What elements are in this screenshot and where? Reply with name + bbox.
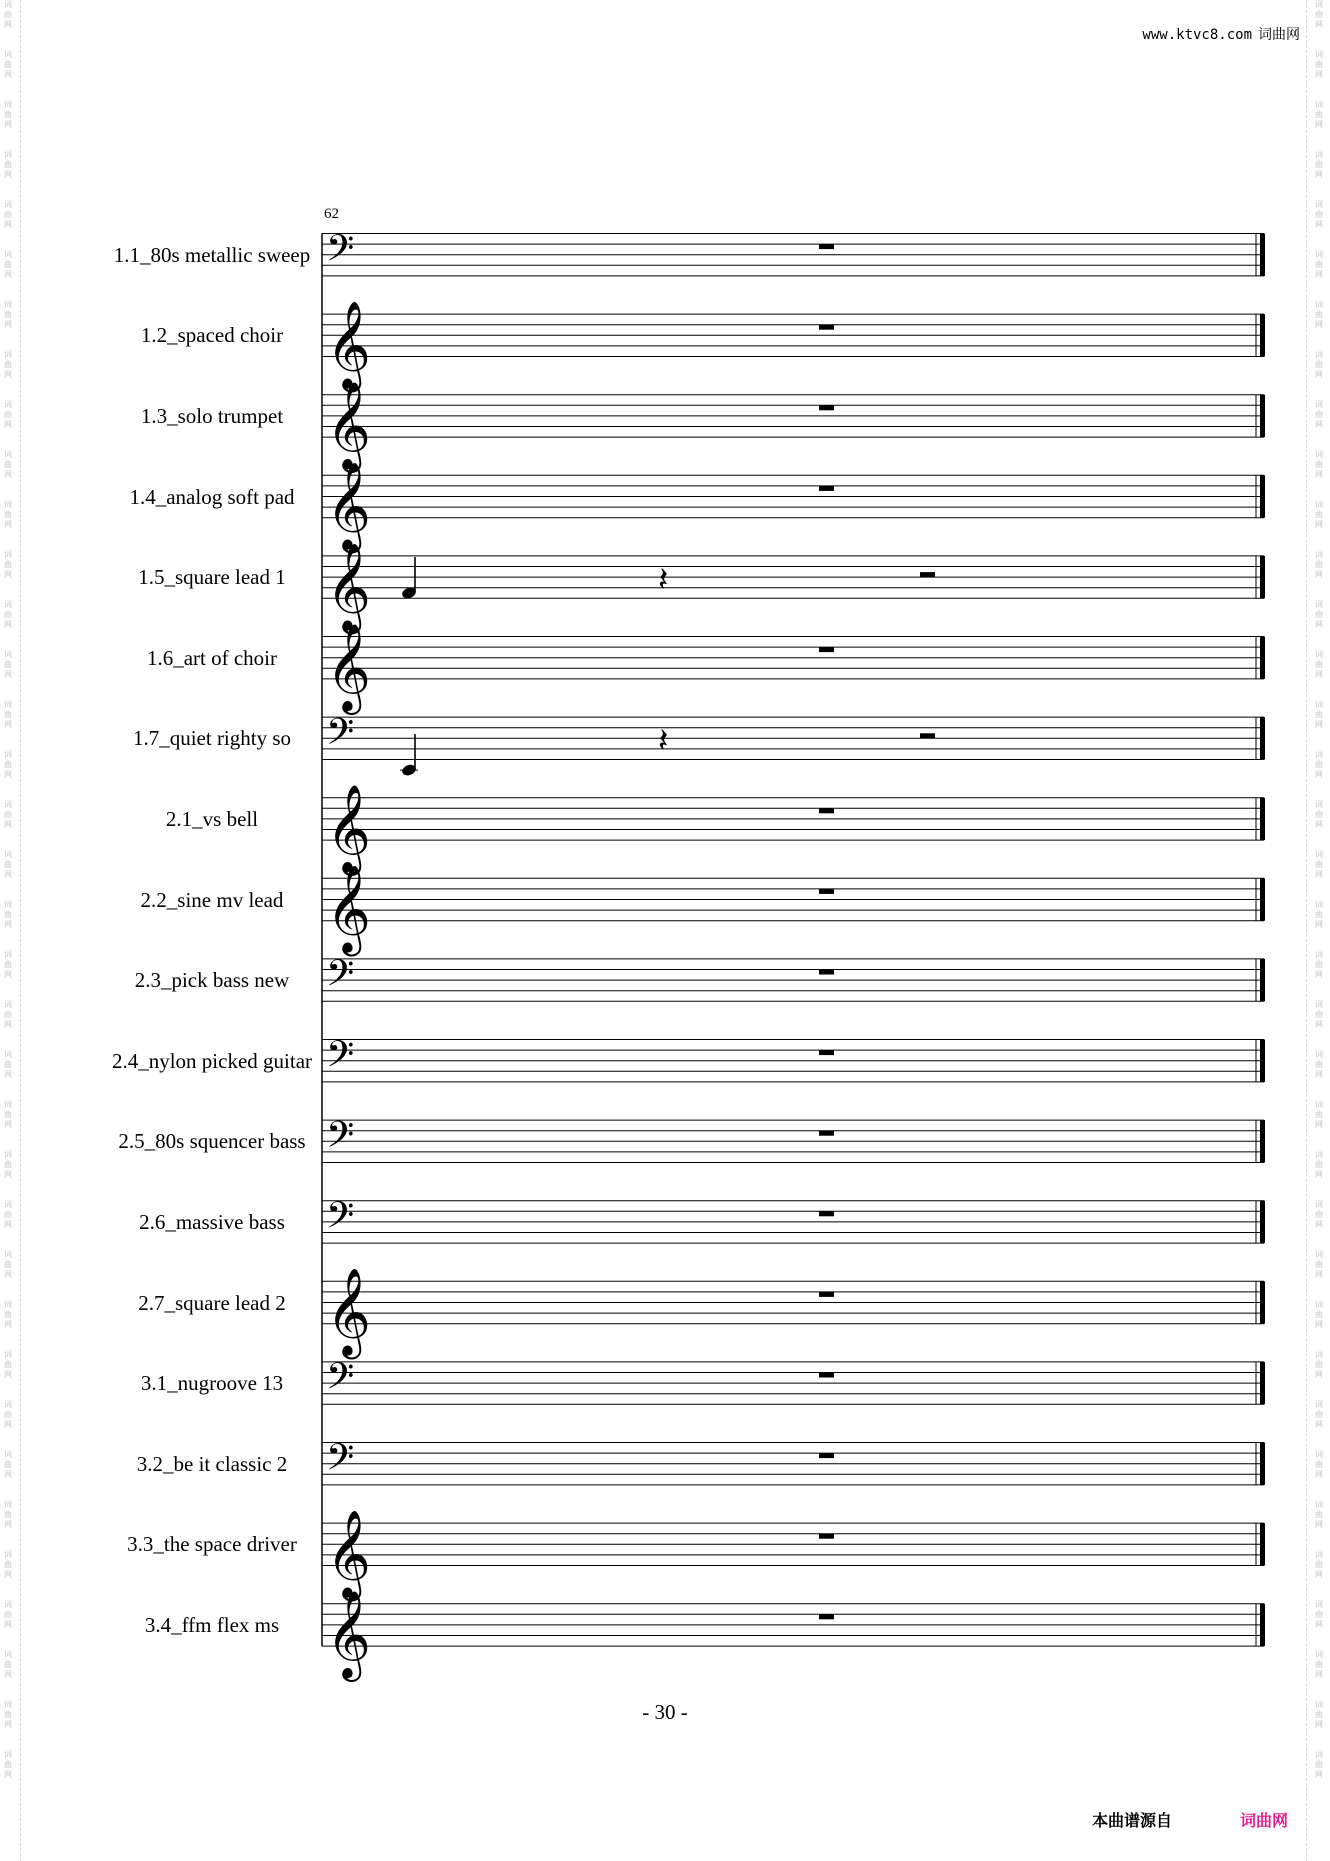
instrument-label: 1.3_solo trumpet: [140, 403, 284, 428]
staff-12: [322, 1114, 1265, 1165]
staff-18: [322, 1589, 1265, 1682]
final-barline-thick: [1260, 959, 1265, 1001]
whole-rest-icon: [819, 808, 834, 813]
site-url[interactable]: www.ktvc8.com: [1142, 27, 1252, 43]
final-barline-thick: [1260, 1362, 1265, 1404]
bass-clef-icon: 𝄢: [326, 1436, 355, 1488]
staff-14: [322, 1267, 1265, 1360]
final-barline-thick: [1260, 1040, 1265, 1082]
staff-6: [322, 622, 1265, 715]
final-barline-thick: [1260, 637, 1265, 679]
staff-3: [322, 380, 1265, 473]
whole-rest-icon: [819, 1292, 834, 1297]
final-barline-thick: [1260, 314, 1265, 356]
right-margin-watermark: 词 曲 网 词 曲 网 词 曲 网 词 曲 网 词 曲 网 词 曲 网 词 曲 网 词 曲 网 词 曲 网 词 曲 网 词 曲 网 词 曲 网 词 曲 网 词 曲 网 词 曲 网 词 曲 网 词 曲 网 词 曲 网 词 曲 网 词 曲 网 词 曲 网 词 曲 网 词 曲 网 词 曲 网 词 曲 网 词 曲 网 词 曲 网 词 曲 网 词 曲 网 词 曲 网 词 曲 网 词 曲 网 词 曲 网 词 曲 网 词 曲 网 词 曲 网: [1315, 0, 1323, 1779]
instrument-label: 2.2_sine mv lead: [140, 887, 284, 912]
final-barline-thick: [1260, 556, 1265, 598]
instrument-label: 2.3_pick bass new: [134, 968, 290, 993]
whole-rest-icon: [819, 1211, 834, 1216]
instrument-label: 3.3_the space driver: [127, 1532, 297, 1557]
bass-clef-icon: 𝄢: [326, 1033, 355, 1085]
instrument-label: 1.6_art of choir: [146, 645, 278, 670]
staff-9: [322, 864, 1265, 957]
footer-brand[interactable]: 词曲网: [1240, 1811, 1289, 1830]
staff-2: [322, 300, 1265, 393]
whole-rest-icon: [819, 405, 834, 410]
whole-rest-icon: [819, 1614, 834, 1619]
instrument-label: 2.1_vs bell: [165, 806, 259, 831]
treble-clef-icon: 𝄞: [326, 460, 371, 550]
whole-rest-icon: [819, 1453, 834, 1458]
final-barline-thick: [1260, 1443, 1265, 1485]
bass-clef-icon: 𝄢: [326, 1194, 355, 1246]
instrument-label: 1.1_80s metallic sweep: [113, 242, 311, 267]
whole-rest-icon: [819, 1534, 834, 1539]
staff-7: [322, 711, 1265, 777]
final-barline-thick: [1260, 798, 1265, 840]
half-rest-icon: [920, 572, 935, 577]
instrument-label: 3.2_be it classic 2: [136, 1451, 288, 1476]
treble-clef-icon: 𝄞: [326, 299, 371, 389]
whole-rest-icon: [819, 970, 834, 975]
final-barline-thick: [1260, 1281, 1265, 1323]
bass-clef-icon: 𝄢: [326, 1355, 355, 1407]
final-barline-thick: [1260, 234, 1265, 276]
treble-clef-icon: 𝄞: [326, 541, 371, 631]
staff-15: [322, 1356, 1265, 1407]
treble-clef-icon: 𝄞: [326, 863, 371, 953]
bass-clef-icon: 𝄢: [326, 227, 355, 279]
whole-rest-icon: [819, 1050, 834, 1055]
staff-17: [322, 1509, 1265, 1602]
measure-number: 62: [324, 206, 339, 222]
instrument-label: 2.4_nylon picked guitar: [111, 1048, 313, 1073]
whole-rest-icon: [819, 325, 834, 330]
left-margin-watermark: 词 曲 网 词 曲 网 词 曲 网 词 曲 网 词 曲 网 词 曲 网 词 曲 网 词 曲 网 词 曲 网 词 曲 网 词 曲 网 词 曲 网 词 曲 网 词 曲 网 词 曲 网 词 曲 网 词 曲 网 词 曲 网 词 曲 网 词 曲 网 词 曲 网 词 曲 网 词 曲 网 词 曲 网 词 曲 网 词 曲 网 词 曲 网 词 曲 网 词 曲 网 词 曲 网 词 曲 网 词 曲 网 词 曲 网 词 曲 网 词 曲 网 词 曲 网: [4, 0, 12, 1779]
treble-clef-icon: 𝄞: [326, 621, 371, 711]
staff-4: [322, 461, 1265, 554]
treble-clef-icon: 𝄞: [326, 1508, 371, 1598]
instrument-label: 2.6_massive bass: [139, 1209, 285, 1234]
whole-rest-icon: [819, 1131, 834, 1136]
instrument-label: 2.5_80s squencer bass: [118, 1129, 306, 1154]
final-barline-thick: [1260, 878, 1265, 920]
final-barline-thick: [1260, 395, 1265, 437]
treble-clef-icon: 𝄞: [326, 783, 371, 873]
staff-10: [322, 953, 1265, 1004]
instrument-label: 1.7_quiet righty so: [132, 726, 292, 751]
instrument-label: 3.1_nugroove 13: [140, 1371, 284, 1396]
final-barline-thick: [1260, 475, 1265, 517]
whole-rest-icon: [819, 1373, 834, 1378]
whole-rest-icon: [819, 486, 834, 491]
site-name-cn: 词曲网: [1258, 27, 1300, 43]
staff-5: [322, 541, 1265, 634]
treble-clef-icon: 𝄞: [326, 1589, 371, 1679]
treble-clef-icon: 𝄞: [326, 1266, 371, 1356]
instrument-label: 1.2_spaced choir: [140, 323, 284, 348]
staff-16: [322, 1436, 1265, 1487]
staff-8: [322, 783, 1265, 876]
staff-11: [322, 1033, 1265, 1084]
treble-clef-icon: 𝄞: [326, 380, 371, 470]
quarter-rest-icon: 𝄽: [658, 559, 669, 600]
final-barline-thick: [1260, 1120, 1265, 1162]
instrument-label: 2.7_square lead 2: [138, 1290, 286, 1315]
whole-rest-icon: [819, 244, 834, 249]
final-barline-thick: [1260, 717, 1265, 759]
instrument-label: 1.4_analog soft pad: [129, 484, 295, 509]
bass-clef-icon: 𝄢: [326, 1113, 355, 1165]
final-barline-thick: [1260, 1201, 1265, 1243]
footer-source-text: 本曲谱源自: [1092, 1811, 1173, 1830]
bass-clef-icon: 𝄢: [326, 952, 355, 1004]
quarter-rest-icon: 𝄽: [658, 721, 669, 762]
staff-13: [322, 1195, 1265, 1246]
bass-clef-icon: 𝄢: [326, 710, 355, 762]
staff-1: [322, 227, 1265, 278]
instrument-label: 3.4_ffm flex ms: [144, 1612, 280, 1637]
instrument-label: 1.5_square lead 1: [138, 565, 286, 590]
page-number: - 30 -: [642, 1700, 688, 1724]
half-rest-icon: [920, 733, 935, 738]
final-barline-thick: [1260, 1523, 1265, 1565]
whole-rest-icon: [819, 889, 834, 894]
final-barline-thick: [1260, 1604, 1265, 1646]
whole-rest-icon: [819, 647, 834, 652]
